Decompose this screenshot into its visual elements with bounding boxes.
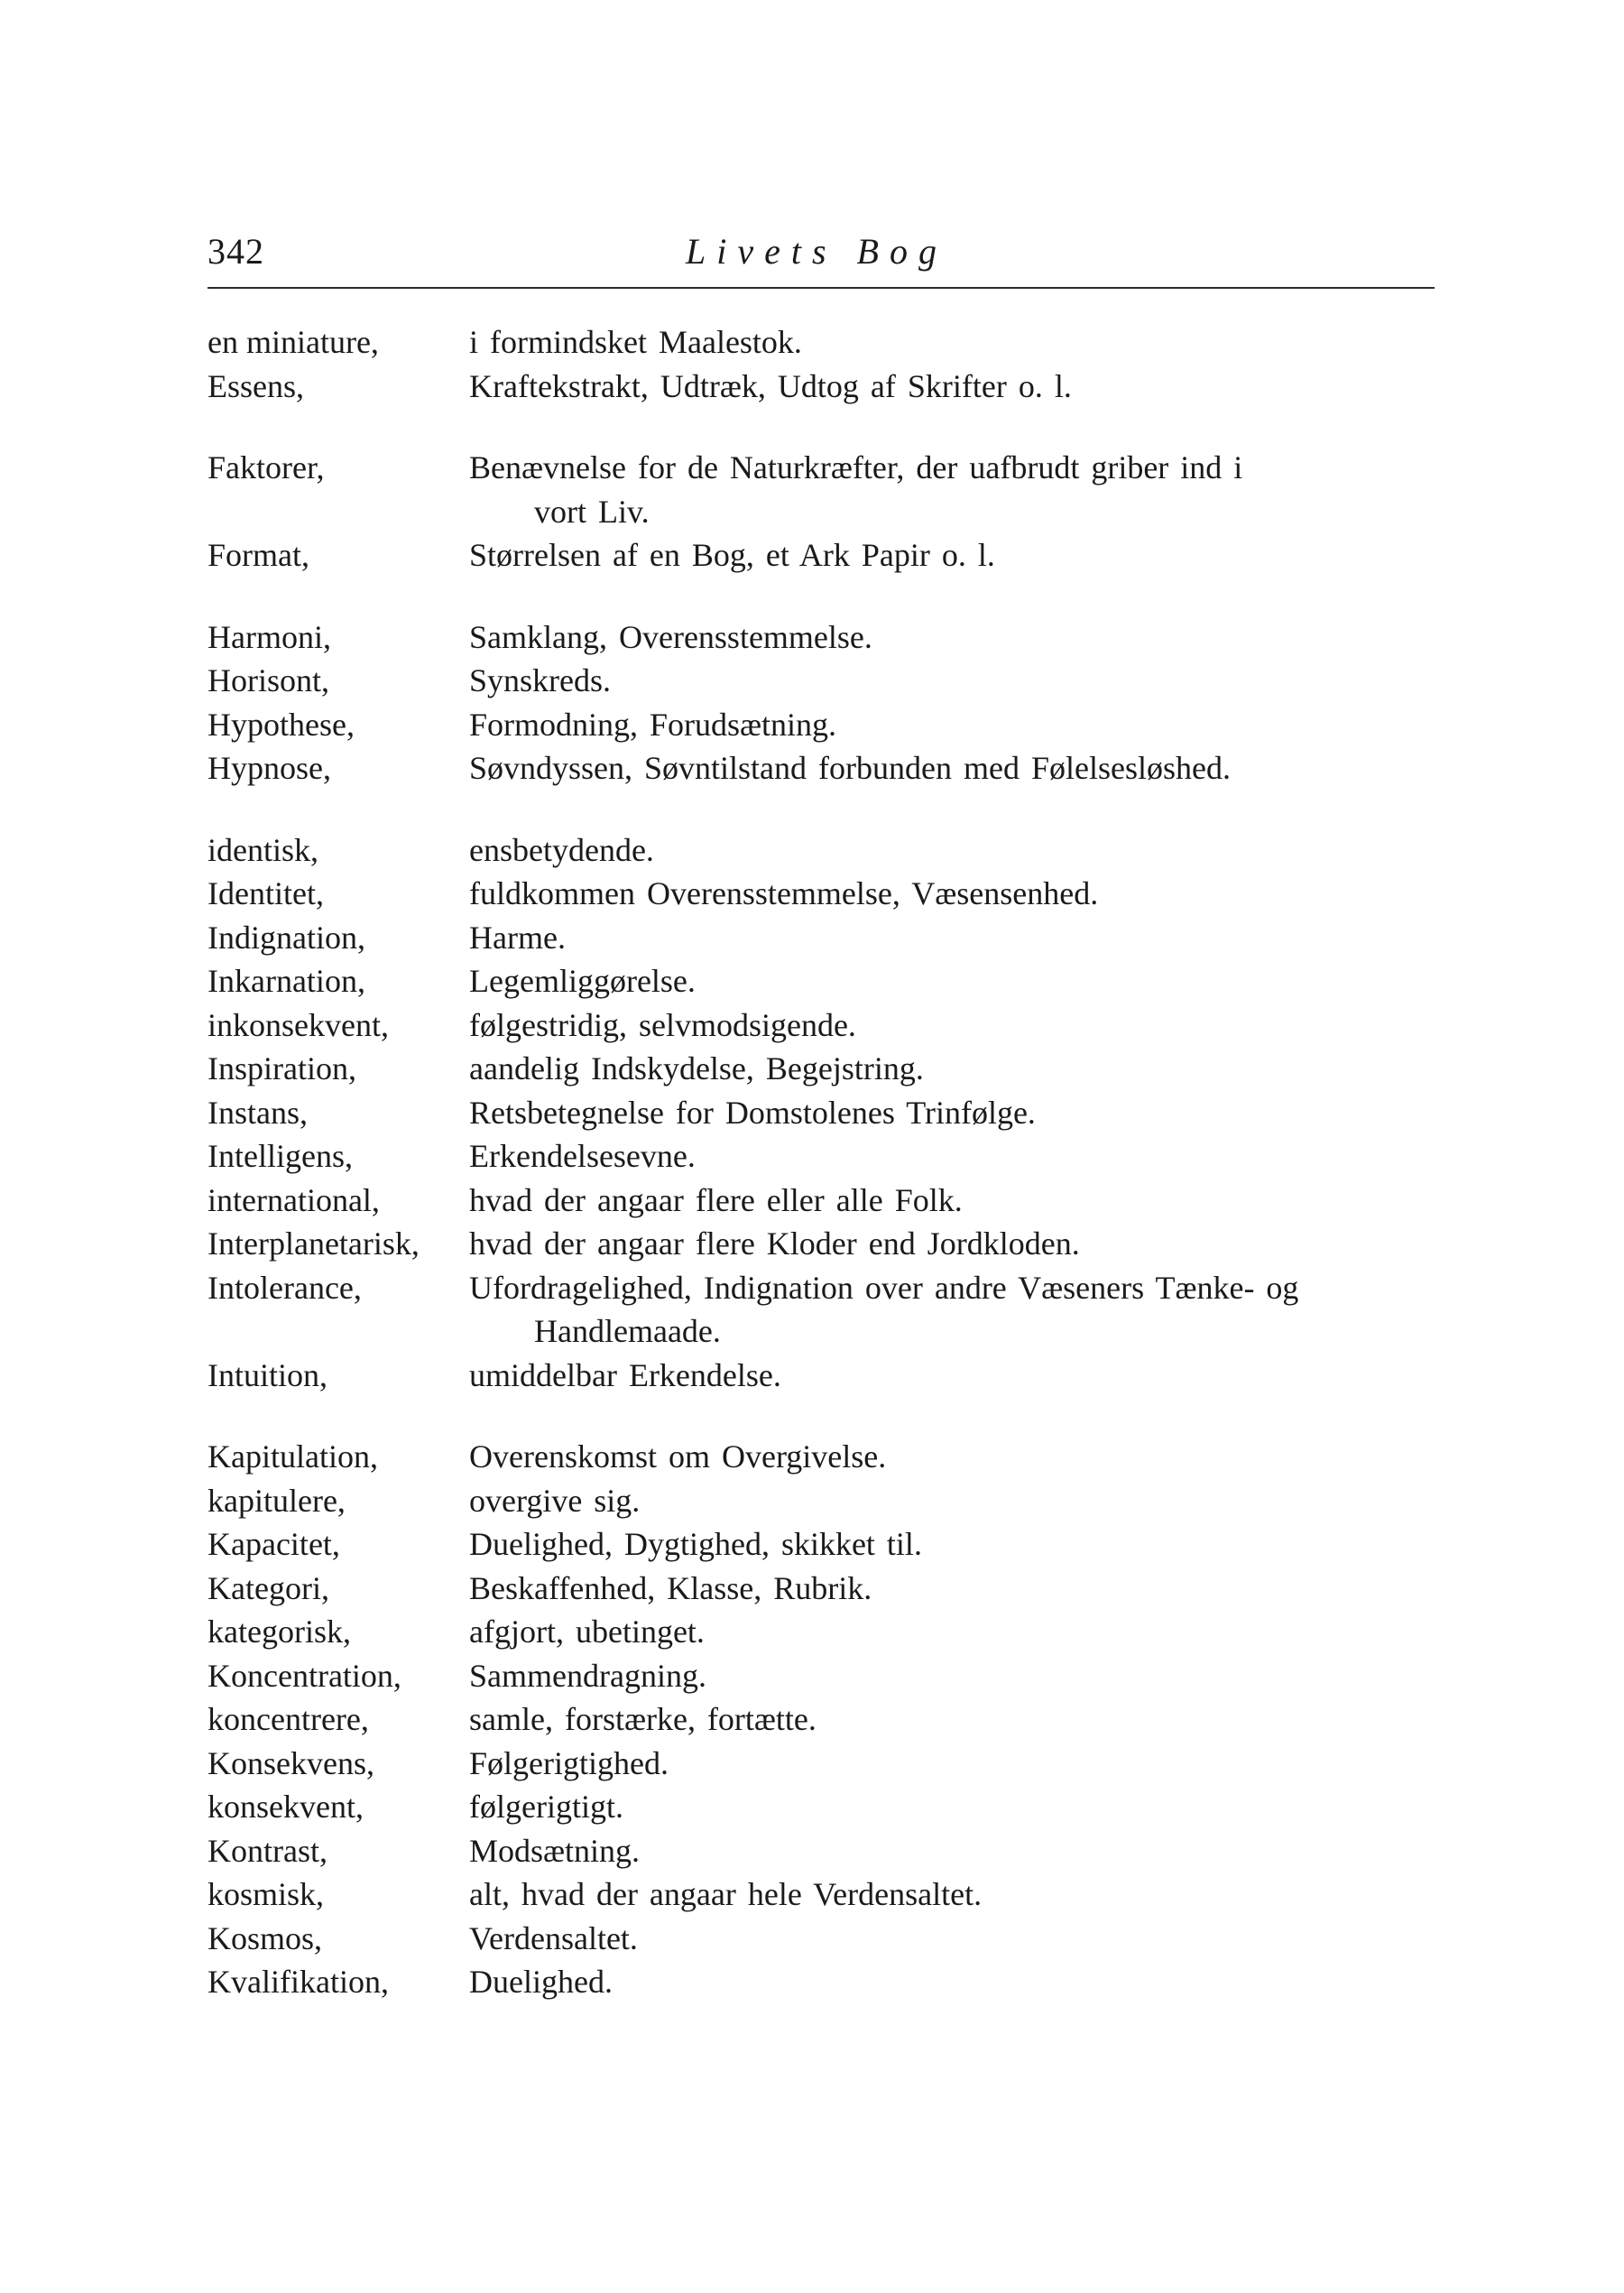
entry-term: Harmoni, [208, 618, 331, 655]
entry-definition-text: Benævnelse for de Naturkræfter, der uafbrudt griber ind i [469, 449, 1243, 485]
entry-definition [469, 1435, 1444, 1479]
glossary-entries [208, 320, 1444, 2042]
entry-group [208, 446, 1444, 578]
entry-definition-text: følgerigtigt. [469, 1789, 623, 1825]
entry-term: Faktorer, [208, 449, 325, 485]
entry-term: en miniature, [208, 324, 379, 360]
glossary-entry [208, 1179, 1444, 1223]
entry-definition-text: Legemliggørelse. [469, 963, 696, 999]
glossary-entry [208, 872, 1444, 916]
entry-definition [469, 1785, 1444, 1829]
glossary-entry [208, 703, 1444, 747]
entry-term: Indignation, [208, 919, 365, 956]
entry-term: kosmisk, [208, 1876, 325, 1912]
glossary-entry [208, 446, 1444, 533]
page-header [208, 230, 1435, 293]
entry-definition [469, 1134, 1444, 1179]
entry-definition-text: Retsbetegnelse for Domstolenes Trinfølge. [469, 1094, 1036, 1131]
entry-definition-text: umiddelbar Erkendelse. [469, 1356, 781, 1393]
entry-definition [469, 1003, 1444, 1048]
entry-definition [469, 446, 1444, 533]
entry-group [208, 828, 1444, 1398]
entry-definition-continuation: Handlemaade. [534, 1313, 721, 1349]
glossary-entry [208, 1829, 1444, 1873]
entry-definition [469, 1479, 1444, 1523]
entry-term: Inspiration, [208, 1050, 356, 1086]
entry-definition [469, 659, 1444, 703]
entry-definition-text: Overenskomst om Overgivelse. [469, 1438, 887, 1475]
entry-definition-text: Harme. [469, 919, 566, 956]
entry-definition [469, 1091, 1444, 1135]
entry-term: koncentrere, [208, 1701, 369, 1737]
glossary-entry [208, 1567, 1444, 1611]
glossary-entry [208, 1047, 1444, 1091]
entry-term: Koncentration, [208, 1657, 401, 1694]
glossary-entry [208, 1222, 1444, 1266]
glossary-entry [208, 828, 1444, 873]
entry-definition [469, 320, 1444, 365]
entry-term: Intuition, [208, 1356, 328, 1393]
entry-term: Essens, [208, 367, 304, 404]
glossary-entry [208, 1610, 1444, 1654]
entry-term: konsekvent, [208, 1789, 364, 1825]
entry-term: kategorisk, [208, 1613, 351, 1650]
entry-term: Kapacitet, [208, 1526, 340, 1562]
entry-definition [469, 828, 1444, 873]
glossary-entry [208, 916, 1444, 960]
entry-group [208, 320, 1444, 408]
entry-term: Format, [208, 537, 309, 573]
entry-term: international, [208, 1181, 380, 1218]
glossary-entry [208, 1435, 1444, 1479]
entry-definition [469, 365, 1444, 409]
glossary-entry [208, 1522, 1444, 1567]
entry-term: inkonsekvent, [208, 1006, 389, 1043]
entry-term: Interplanetarisk, [208, 1225, 420, 1262]
entry-definition-text: Følgerigtighed. [469, 1744, 669, 1781]
entry-definition [469, 959, 1444, 1003]
glossary-entry [208, 959, 1444, 1003]
entry-definition-text: Duelighed. [469, 1964, 613, 2000]
entry-definition [469, 872, 1444, 916]
glossary-entry [208, 1134, 1444, 1179]
entry-definition [469, 615, 1444, 660]
glossary-entry [208, 365, 1444, 409]
glossary-entry [208, 659, 1444, 703]
glossary-entry [208, 1872, 1444, 1917]
entry-term: kapitulere, [208, 1482, 346, 1519]
glossary-entry [208, 1266, 1444, 1354]
entry-definition-text: Synskreds. [469, 662, 612, 698]
entry-definition [469, 1610, 1444, 1654]
entry-term: Hypnose, [208, 750, 331, 786]
entry-term: Kvalifikation, [208, 1964, 389, 2000]
entry-term: Horisont, [208, 662, 329, 698]
entry-term: Kapitulation, [208, 1438, 378, 1475]
entry-definition-text: Ufordragelighed, Indignation over andre Væseners Tænke- og [469, 1269, 1299, 1306]
entry-definition [469, 916, 1444, 960]
entry-definition-text: følgestridig, selvmodsigende. [469, 1006, 856, 1043]
entry-definition-text: Sammendragning. [469, 1657, 706, 1694]
entry-definition [469, 1047, 1444, 1091]
entry-term: Inkarnation, [208, 963, 365, 999]
glossary-entry [208, 1354, 1444, 1398]
glossary-entry [208, 1091, 1444, 1135]
glossary-entry [208, 320, 1444, 365]
entry-term: Instans, [208, 1094, 308, 1131]
glossary-entry [208, 1003, 1444, 1048]
entry-definition-text: Erkendelsesevne. [469, 1138, 696, 1174]
entry-definition-text: hvad der angaar flere Kloder end Jordkloden. [469, 1225, 1080, 1262]
entry-definition [469, 1917, 1444, 1961]
header-rule [208, 287, 1435, 289]
entry-group [208, 1435, 1444, 2004]
entry-definition [469, 1872, 1444, 1917]
entry-term: Kategori, [208, 1569, 329, 1606]
entry-definition [469, 746, 1444, 791]
entry-definition-text: i formindsket Maalestok. [469, 324, 802, 360]
entry-definition [469, 1179, 1444, 1223]
entry-term: Identitet, [208, 875, 324, 911]
glossary-entry [208, 615, 1444, 660]
page-number: 342 [208, 231, 264, 272]
entry-definition [469, 533, 1444, 578]
glossary-entry [208, 1479, 1444, 1523]
entry-term: Hypothese, [208, 706, 355, 743]
entry-definition [469, 1266, 1444, 1354]
entry-definition-text: Formodning, Forudsætning. [469, 706, 837, 743]
glossary-entry [208, 1742, 1444, 1786]
entry-definition-text: Duelighed, Dygtighed, skikket til. [469, 1526, 922, 1562]
entry-definition-text: afgjort, ubetinget. [469, 1613, 705, 1650]
glossary-entry [208, 1917, 1444, 1961]
glossary-entry [208, 746, 1444, 791]
entry-definition-text: Verdensaltet. [469, 1919, 638, 1956]
entry-definition [469, 1354, 1444, 1398]
glossary-entry [208, 1697, 1444, 1742]
entry-term: identisk, [208, 831, 318, 868]
entry-definition-text: Kraftekstrakt, Udtræk, Udtog af Skrifter o. l. [469, 367, 1072, 404]
entry-definition-text: Søvndyssen, Søvntilstand forbunden med Følelsesløshed. [469, 750, 1231, 786]
entry-definition [469, 1960, 1444, 2004]
glossary-entry [208, 533, 1444, 578]
entry-term: Intolerance, [208, 1269, 362, 1306]
entry-term: Konsekvens, [208, 1744, 374, 1781]
entry-definition [469, 1697, 1444, 1742]
entry-definition-text: Beskaffenhed, Klasse, Rubrik. [469, 1569, 872, 1606]
entry-definition [469, 1654, 1444, 1698]
entry-term: Intelligens, [208, 1138, 353, 1174]
glossary-entry [208, 1960, 1444, 2004]
entry-definition [469, 703, 1444, 747]
entry-definition [469, 1567, 1444, 1611]
entry-definition-text: Størrelsen af en Bog, et Ark Papir o. l. [469, 537, 995, 573]
entry-definition [469, 1522, 1444, 1567]
running-title: Livets Bog [686, 231, 947, 272]
glossary-entry [208, 1654, 1444, 1698]
entry-term: Kosmos, [208, 1919, 323, 1956]
entry-definition-text: hvad der angaar flere eller alle Folk. [469, 1181, 963, 1218]
entry-definition-text: Modsætning. [469, 1832, 641, 1869]
entry-definition-text: alt, hvad der angaar hele Verdensaltet. [469, 1876, 983, 1912]
entry-definition-text: samle, forstærke, fortætte. [469, 1701, 817, 1737]
entry-term: Kontrast, [208, 1832, 328, 1869]
entry-group [208, 615, 1444, 791]
entry-definition [469, 1742, 1444, 1786]
entry-definition-text: ensbetydende. [469, 831, 654, 868]
glossary-entry [208, 1785, 1444, 1829]
entry-definition-continuation: vort Liv. [534, 493, 650, 530]
entry-definition [469, 1829, 1444, 1873]
entry-definition-text: fuldkommen Overensstemmelse, Væsensenhed. [469, 875, 1099, 911]
entry-definition-text: overgive sig. [469, 1482, 641, 1519]
entry-definition [469, 1222, 1444, 1266]
entry-definition-text: aandelig Indskydelse, Begejstring. [469, 1050, 924, 1086]
entry-definition-text: Samklang, Overensstemmelse. [469, 618, 872, 655]
